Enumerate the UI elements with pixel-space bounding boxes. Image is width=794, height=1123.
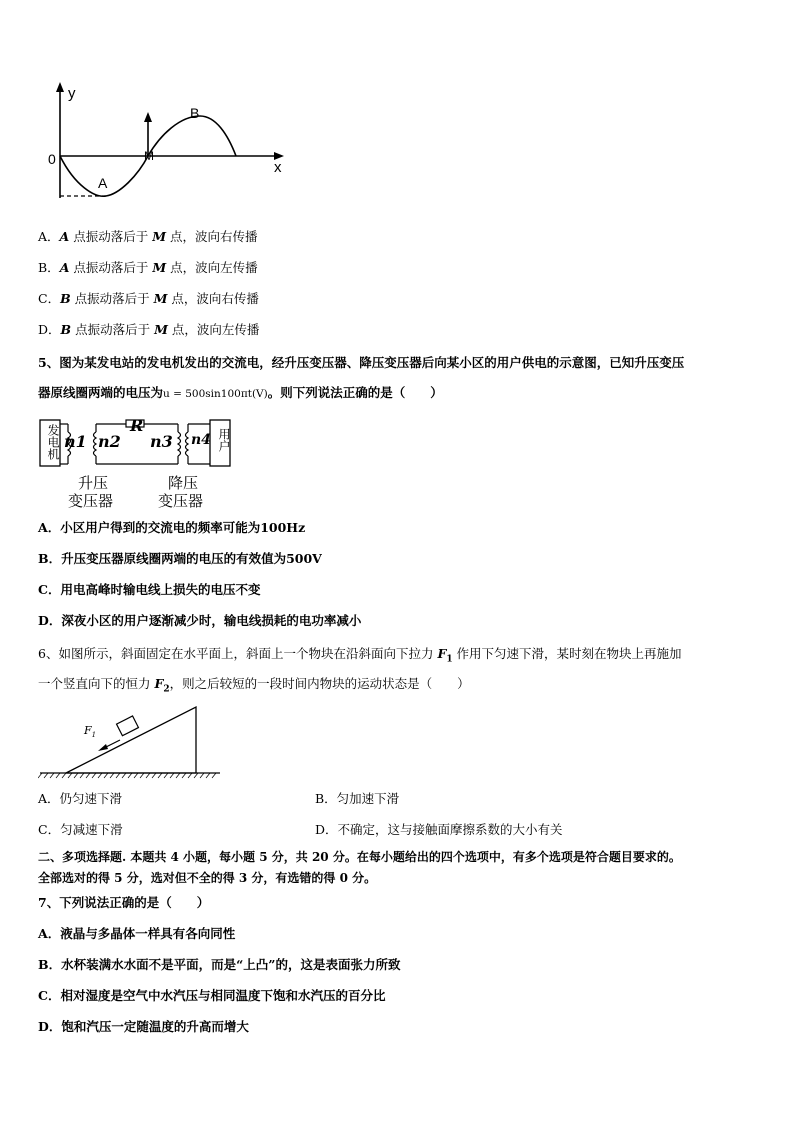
wave-figure [40,80,300,205]
incline-figure [38,700,228,780]
origin-label: 0 [48,151,56,167]
n3-label: n3 [150,432,173,451]
user-label: 用户 [217,428,231,452]
q4-option-b[interactable]: B．A 点振动落后于 M 点，波向左传播 [38,260,258,275]
n1-label: n1 [64,432,87,451]
resistor-label: R [130,416,144,435]
q6-option-c[interactable]: C．匀减速下滑 [38,822,123,837]
step-up-label-2: 变压器 [68,492,114,510]
step-down-label-1: 降压 [168,474,199,492]
q6-option-b[interactable]: B．匀加速下滑 [315,791,400,806]
q5-option-a[interactable]: A．小区用户得到的交流电的频率可能为100Hz [38,520,306,535]
q5-stem-line1: 5、图为某发电站的发电机发出的交流电，经升压变压器、降压变压器后向某小区的用户供电的示意图，已知升压变压 [38,355,685,370]
q6-option-a[interactable]: A．仍匀速下滑 [38,791,123,806]
q5-formula: u = 500sin100πt(V) [163,388,268,400]
incline-force-label: $F_1$ [84,724,97,740]
q7-option-d[interactable]: D．饱和汽压一定随温度的升高而增大 [38,1019,249,1034]
q4-option-a[interactable]: A．A 点振动落后于 M 点，波向右传播 [38,229,258,244]
q6-stem-line1: 6、如图所示，斜面固定在水平面上，斜面上一个物块在沿斜面向下拉力 $F_1$ 作用下匀速下滑，某时刻在物块上再施加 [38,646,682,665]
q5-option-c[interactable]: C．用电高峰时输电线上损失的电压不变 [38,582,261,597]
q7-option-b[interactable]: B．水杯装满水水面不是平面，而是“上凸”的，这是表面张力所致 [38,957,401,972]
generator-label: 发电机 [46,424,60,460]
point-a-label: A [98,175,108,191]
x-axis-label: x [274,159,282,176]
q7-option-a[interactable]: A．液晶与多晶体一样具有各向同性 [38,926,236,941]
section2-line2: 全部选对的得 5 分，选对但不全的得 3 分，有选错的得 0 分。 [38,871,377,885]
q7-stem: 7、下列说法正确的是（ ） [38,895,210,910]
q4-option-c[interactable]: C．B 点振动落后于 M 点，波向右传播 [38,291,259,306]
q7-option-c[interactable]: C．相对湿度是空气中水汽压与相同温度下饱和水汽压的百分比 [38,988,386,1003]
point-m-label: M [144,149,154,163]
q6-stem-line2: 一个竖直向下的恒力 $F_2$，则之后较短的一段时间内物块的运动状态是（ ） [38,676,470,695]
section2-line1: 二、多项选择题. 本题共 4 小题，每小题 5 分，共 20 分。在每小题给出的四个选项中，有多个选项是符合题目要求的。 [38,850,681,864]
q4-option-d[interactable]: D．B 点振动落后于 M 点，波向左传播 [38,322,260,337]
step-up-label-1: 升压 [78,474,109,492]
q5-option-b[interactable]: B．升压变压器原线圈两端的电压的有效值为500V [38,551,322,566]
q5-option-d[interactable]: D．深夜小区的用户逐渐减少时，输电线损耗的电功率减小 [38,613,362,628]
n2-label: n2 [98,432,121,451]
q6-option-d[interactable]: D．不确定，这与接触面摩擦系数的大小有关 [315,822,563,837]
point-b-label: B [190,105,200,121]
q5-stem-line2: 器原线圈两端的电压为u = 500sin100πt(V)。则下列说法正确的是（ ） [38,385,443,400]
y-axis-label: y [68,85,76,102]
n4-label: n4 [191,432,211,448]
step-down-label-2: 变压器 [158,492,204,510]
